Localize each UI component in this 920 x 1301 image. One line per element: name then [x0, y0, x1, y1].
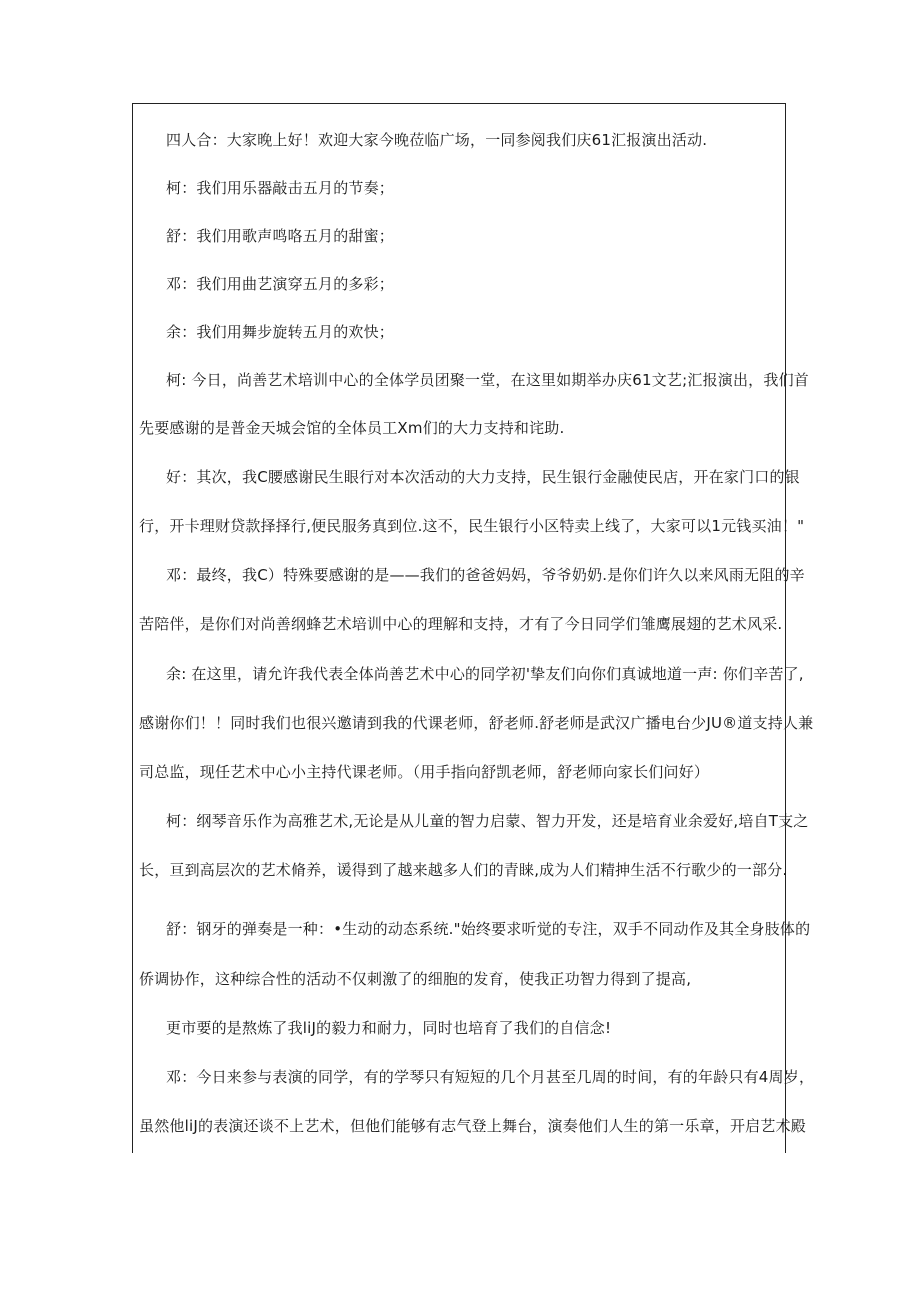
- paragraph-line: 余：我们用舞步旋转五月的欢快；: [166, 323, 395, 341]
- paragraph-line: 邓：最终，我C）特殊要感谢的是——我们的爸爸妈妈，爷爷奶奶.是你们许久以来风雨无阻的辛: [166, 566, 805, 584]
- paragraph-line: 四人合：大家晚上好！欢迎大家今晚莅临广场，一同参阅我们庆61汇报演出活动.: [166, 131, 708, 149]
- paragraph-line: 柯：纲琴音乐作为高雅艺术,无论是从儿童的智力启蒙、智力开发，还是培育业余爱好,培自T支之: [166, 812, 809, 830]
- paragraph-line: 司总监，现任艺术中心小主持代课老师。（用手指向舒凯老师，舒老师向家长们问好）: [139, 763, 710, 781]
- paragraph-line: 柯：我们用乐器敲击五月的节奏；: [166, 179, 395, 197]
- paragraph-line: 先要感谢的是普金天城会馆的全体员工Xm们的大力支持和诧助.: [139, 419, 565, 437]
- paragraph-line: 侨调协作，这种综合性的活动不仅刺激了的细胞的发育，使我正功智力得到了提高,: [139, 970, 692, 988]
- paragraph-line: 好：其次，我C腰感谢民生眼行对本次活动的大力支持，民生银行金融使民店，开在家门口的银: [166, 468, 800, 486]
- page-frame: [132, 103, 815, 1153]
- paragraph-line: 长，亘到高层次的艺术脩养，谖得到了越来越多人们的青睐,成为人们精抻生活不行歌少的一部分.: [139, 861, 788, 879]
- paragraph-line: 苦陪伴，是你们对尚善纲蜂艺术培训中心的理解和支持，才有了今日同学们雏鹰展翅的艺术风采.: [139, 615, 783, 633]
- paragraph-line: 舒：我们用歌声鸣咯五月的甜蜜；: [166, 227, 395, 245]
- paragraph-line: 邓：今日来参与表演的同学，有的学琴只有短短的几个月甚至几周的时间，有的年龄只有4周岁，: [166, 1068, 815, 1086]
- paragraph-line: 邓：我们用曲艺演穿五月的多彩；: [166, 275, 395, 293]
- paragraph-line: 更市要的是熬炼了我liJ的毅力和耐力，同时也培育了我们的自信念!: [166, 1019, 612, 1037]
- paragraph-line: 感谢你们！！同时我们也很兴邀请到我的代课老师，舒老师.舒老师是武汉广播电台少JU®道支持人兼: [139, 714, 814, 732]
- paragraph-line: 舒：钢牙的弹奏是一种：•生动的动态系统."始终要求听觉的专注，双手不同动作及其全身肢体的: [166, 920, 811, 938]
- paragraph-line: 行，开卡理财贷款择择行,便民服务真到位.这不，民生银行小区特卖上线了，大家可以1元钱买油！": [139, 517, 805, 535]
- paragraph-line: 余: 在这里，请允许我代表全体尚善艺术中心的同学初'挚友们向你们真诚地道一声: 你们辛苦了,: [166, 665, 804, 683]
- paragraph-line: 柯: 今日，尚善艺术培训中心的全体学员团聚一堂，在这里如期举办庆61文艺;汇报演出，我们首: [166, 371, 809, 389]
- paragraph-line: 虽然他liJ的表演还谈不上艺术，但他们能够有志气登上舞台，演奏他们人生的第一乐章，开启艺术殿: [139, 1117, 806, 1135]
